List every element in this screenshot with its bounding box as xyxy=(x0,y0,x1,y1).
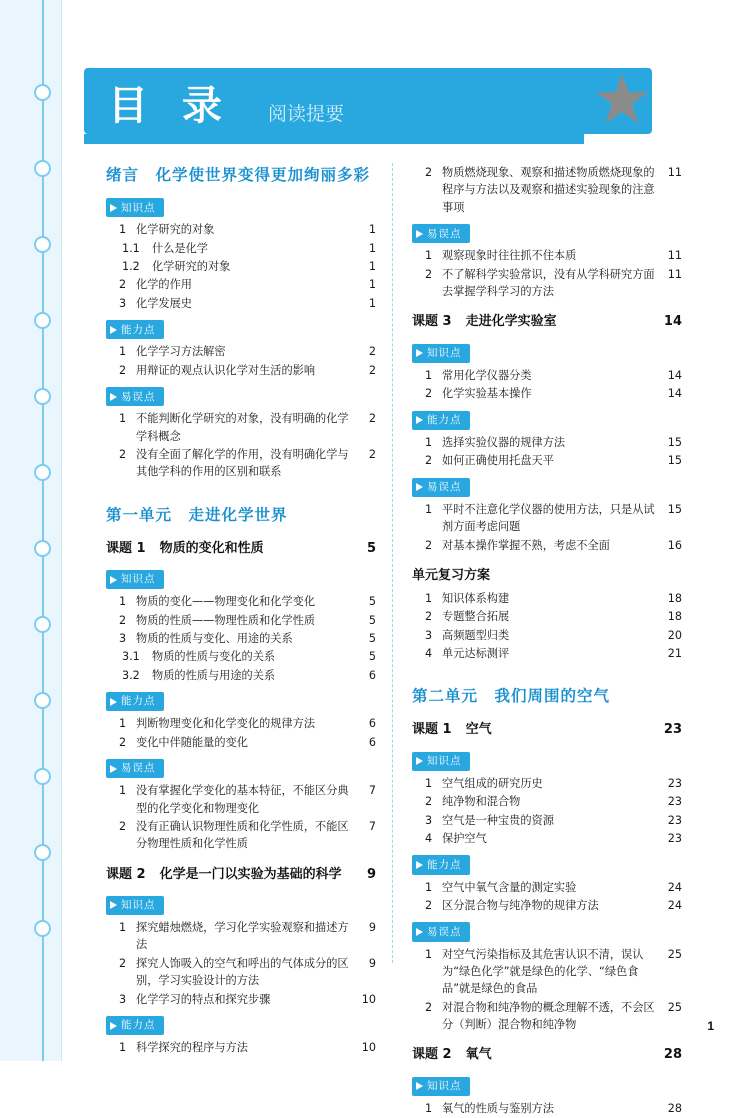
entry-number: 2 xyxy=(425,454,433,468)
entry-number: 1 xyxy=(119,717,127,731)
entry-title: 用辩证的观点认识化学对生活的影响 xyxy=(136,363,316,377)
entry-number: 3 xyxy=(425,813,433,827)
section-tag xyxy=(412,224,470,243)
lesson-label: 课题 3 xyxy=(412,314,452,330)
play-triangle-icon xyxy=(110,1022,117,1030)
entry-page: 5 xyxy=(368,613,376,627)
entry-title: 对空气污染指标及其危害认识不清，误认为“绿色化学”就是绿色的化学、“绿色食品”就是绿色的食品 xyxy=(442,947,644,996)
section-tag xyxy=(412,855,470,874)
review-plan-label: 单元复习方案 xyxy=(412,567,491,583)
toc-entry[interactable] xyxy=(106,955,376,990)
toc-entry[interactable] xyxy=(106,221,376,238)
left-decorative-rail xyxy=(0,0,62,1061)
section-tag xyxy=(412,1077,470,1096)
entry-page: 1 xyxy=(368,241,376,255)
entry-title: 探究蜡烛燃烧，学习化学实验观察和描述方法 xyxy=(136,921,349,952)
play-triangle-icon xyxy=(416,416,423,424)
entry-page: 28 xyxy=(667,1101,682,1115)
entry-page: 15 xyxy=(667,502,682,516)
toc-subentry[interactable] xyxy=(106,667,376,684)
toc-entry[interactable] xyxy=(106,919,376,954)
toc-entry[interactable] xyxy=(412,830,682,847)
entry-page: 15 xyxy=(667,435,682,449)
lesson-label: 课题 2 xyxy=(412,1047,452,1063)
toc-entry[interactable] xyxy=(106,446,376,481)
entry-number: 1 xyxy=(425,435,433,449)
entry-title: 知识体系构建 xyxy=(442,592,510,606)
entry-page: 1 xyxy=(368,260,376,273)
entry-title: 空气中氧气含量的测定实验 xyxy=(442,880,577,894)
entry-number: 3.1 xyxy=(122,650,140,664)
entry-number: 1 xyxy=(425,368,433,382)
lesson-page: 14 xyxy=(663,314,682,330)
toc-subentry[interactable] xyxy=(106,648,376,665)
section-tag xyxy=(412,922,470,941)
entry-number: 3 xyxy=(425,628,433,642)
entry-title: 保护空气 xyxy=(442,831,487,845)
entry-title: 化学研究的对象 xyxy=(136,223,215,237)
entry-title: 不了解科学实验常识，没有从学科研究方面去掌握学科学习的方法 xyxy=(442,267,655,299)
page-number: 1 xyxy=(707,1019,714,1033)
entry-page: 14 xyxy=(667,387,682,401)
entry-page: 11 xyxy=(667,249,682,263)
toc-entry[interactable] xyxy=(106,1039,376,1056)
lesson-name: 物质的变化和性质 xyxy=(159,540,264,556)
entry-number: 1 xyxy=(119,784,127,798)
rail-dot xyxy=(34,844,51,861)
entry-number: 1.2 xyxy=(122,260,140,273)
entry-page: 9 xyxy=(368,921,376,935)
play-triangle-icon xyxy=(110,393,117,401)
toc-subentry[interactable] xyxy=(106,240,376,257)
entry-page: 24 xyxy=(667,880,682,894)
toc-entry[interactable] xyxy=(412,434,682,451)
rail-dot xyxy=(34,312,51,329)
entry-page: 5 xyxy=(368,650,376,664)
entry-page: 23 xyxy=(667,831,682,845)
lesson-page: 5 xyxy=(366,540,376,556)
lesson-name: 空气 xyxy=(465,722,492,738)
rail-dot xyxy=(34,616,51,633)
entry-page: 5 xyxy=(368,595,376,609)
section-tag-label: 知识点 xyxy=(121,201,156,214)
entry-number: 1.1 xyxy=(122,241,140,255)
entry-page: 9 xyxy=(368,956,376,970)
lesson-heading[interactable] xyxy=(106,539,376,559)
section-tag-label: 能力点 xyxy=(121,323,156,336)
toc-entry[interactable] xyxy=(412,812,682,829)
entry-title: 判断物理变化和化学变化的规律方法 xyxy=(136,717,316,731)
entry-number: 1 xyxy=(119,1041,127,1055)
entry-title: 没有全面了解化学的作用，没有明确化学与其他学科的作用的区别和联系 xyxy=(136,448,349,479)
entry-number: 2 xyxy=(119,448,127,462)
toc-entry[interactable] xyxy=(106,276,376,293)
toc-entry[interactable] xyxy=(412,1100,682,1117)
entry-number: 2 xyxy=(119,735,127,749)
entry-page: 25 xyxy=(667,947,682,961)
toc-entry[interactable] xyxy=(106,362,376,379)
entry-page: 1 xyxy=(368,296,376,310)
rail-dot xyxy=(34,84,51,101)
entry-page: 16 xyxy=(667,538,682,552)
entry-page: 18 xyxy=(667,610,682,624)
section-tag xyxy=(412,752,470,771)
entry-page: 23 xyxy=(667,795,682,809)
entry-page: 2 xyxy=(368,412,376,426)
review-plan-heading[interactable] xyxy=(412,566,682,586)
entry-number: 2 xyxy=(119,819,127,833)
toc-entry[interactable] xyxy=(412,897,682,914)
lesson-heading[interactable] xyxy=(106,865,376,885)
play-triangle-icon xyxy=(110,204,117,212)
entry-number: 4 xyxy=(425,831,433,845)
entry-number: 2 xyxy=(425,795,433,809)
toc-entry[interactable] xyxy=(412,608,682,625)
entry-page: 21 xyxy=(667,647,682,661)
entry-page: 10 xyxy=(361,992,376,1006)
entry-title: 纯净物和混合物 xyxy=(442,795,521,809)
toc-entry[interactable] xyxy=(412,590,682,607)
lesson-page: 28 xyxy=(663,1047,682,1063)
toc-entry[interactable] xyxy=(412,367,682,384)
toc-entry[interactable] xyxy=(106,612,376,629)
toc-entry[interactable] xyxy=(106,818,376,853)
unit-heading: 绪言 化学使世界变得更加绚丽多彩 xyxy=(106,166,371,184)
toc-entry[interactable] xyxy=(412,501,682,536)
entry-number: 1 xyxy=(425,776,433,790)
entry-title: 物质的性质与变化、用途的关系 xyxy=(136,631,293,645)
entry-title: 化学学习方法解密 xyxy=(136,345,226,359)
page-title: 目 录 xyxy=(108,83,232,129)
toc-entry[interactable] xyxy=(106,630,376,647)
entry-page: 7 xyxy=(368,819,376,833)
entry-number: 2 xyxy=(119,613,127,627)
entry-page: 2 xyxy=(368,345,376,359)
entry-title: 对基本操作掌握不熟，考虑不全面 xyxy=(442,538,610,552)
toc-entry[interactable] xyxy=(412,627,682,644)
toc-entry[interactable] xyxy=(106,295,376,312)
rail-dot xyxy=(34,768,51,785)
rail-dot xyxy=(34,236,51,253)
toc-entry[interactable] xyxy=(106,715,376,732)
section-tag-label: 知识点 xyxy=(427,755,462,768)
section-tag-label: 能力点 xyxy=(427,414,462,427)
entry-title: 科学探究的程序与方法 xyxy=(136,1041,248,1055)
entry-number: 2 xyxy=(119,278,127,292)
entry-number: 2 xyxy=(425,538,433,552)
entry-page: 20 xyxy=(667,628,682,642)
lesson-name: 化学是一门以实验为基础的科学 xyxy=(159,866,342,882)
section-tag-label: 知识点 xyxy=(427,1080,462,1092)
toc-entry[interactable] xyxy=(106,593,376,610)
entry-page: 23 xyxy=(667,813,682,827)
toc-entry[interactable] xyxy=(106,343,376,360)
entry-title: 如何正确使用托盘天平 xyxy=(442,454,554,468)
section-tag xyxy=(106,387,164,406)
entry-page: 5 xyxy=(368,631,376,645)
play-triangle-icon xyxy=(416,230,423,238)
section-tag-label: 知识点 xyxy=(427,347,462,360)
rail-dot xyxy=(34,692,51,709)
entry-number: 2 xyxy=(425,267,433,281)
entry-number: 2 xyxy=(119,956,127,970)
section-tag xyxy=(412,478,470,497)
entry-number: 1 xyxy=(119,223,127,237)
entry-title: 物质的性质与用途的关系 xyxy=(152,668,276,682)
section-tag-label: 易误点 xyxy=(121,390,156,403)
entry-page: 7 xyxy=(368,784,376,798)
entry-title: 物质的变化——物理变化和化学变化 xyxy=(136,595,316,609)
entry-number: 2 xyxy=(425,610,433,624)
toc-entry[interactable] xyxy=(412,537,682,554)
entry-number: 2 xyxy=(119,363,127,377)
entry-title: 氧气的性质与鉴别方法 xyxy=(442,1101,554,1115)
lesson-page: 23 xyxy=(663,722,682,738)
section-tag xyxy=(106,198,164,217)
entry-page: 6 xyxy=(368,668,376,682)
entry-title: 区分混合物与纯净物的规律方法 xyxy=(442,898,599,912)
entry-page: 24 xyxy=(667,898,682,912)
entry-page: 11 xyxy=(667,267,682,281)
entry-number: 1 xyxy=(119,412,127,426)
toc-entry[interactable] xyxy=(412,879,682,896)
entry-page: 2 xyxy=(368,448,376,462)
entry-page: 18 xyxy=(667,592,682,606)
entry-number: 1 xyxy=(425,592,433,606)
toc-entry[interactable] xyxy=(412,164,682,216)
entry-page: 1 xyxy=(368,223,376,237)
entry-title: 化学研究的对象 xyxy=(152,260,231,273)
entry-title: 化学的作用 xyxy=(136,278,192,292)
entry-title: 化学学习的特点和探究步骤 xyxy=(136,992,271,1006)
entry-title: 化学实验基本操作 xyxy=(442,387,532,401)
entry-title: 没有正确认识物理性质和化学性质，不能区分物理性质和化学性质 xyxy=(136,819,349,851)
section-tag xyxy=(106,320,164,339)
entry-title: 单元达标测评 xyxy=(442,647,510,661)
entry-title: 什么是化学 xyxy=(152,241,208,255)
lesson-heading[interactable] xyxy=(412,312,682,332)
rail-dot xyxy=(34,160,51,177)
play-triangle-icon xyxy=(110,576,117,584)
lesson-label: 课题 2 xyxy=(106,866,146,882)
toc-entry[interactable] xyxy=(412,645,682,662)
entry-number: 3 xyxy=(119,296,127,310)
lesson-label: 课题 1 xyxy=(106,540,146,556)
lesson-name: 走进化学实验室 xyxy=(465,314,557,330)
entry-title: 不能判断化学研究的对象，没有明确的化学学科概念 xyxy=(136,412,349,443)
entry-number: 2 xyxy=(425,166,433,179)
entry-page: 6 xyxy=(368,717,376,731)
toc-entry[interactable] xyxy=(412,946,682,998)
entry-title: 物质燃烧现象、观察和描述物质燃烧现象的程序与方法以及观察和描述实验现象的注意事项 xyxy=(442,166,655,214)
play-triangle-icon xyxy=(416,757,423,765)
toc-entry[interactable] xyxy=(106,782,376,817)
entry-title: 常用化学仪器分类 xyxy=(442,368,532,382)
toc-entry[interactable] xyxy=(106,734,376,751)
toc-entry[interactable] xyxy=(412,385,682,402)
play-triangle-icon xyxy=(110,765,117,773)
section-tag-label: 能力点 xyxy=(121,695,156,708)
entry-page: 6 xyxy=(368,735,376,749)
column-divider xyxy=(392,163,393,963)
section-tag-label: 易误点 xyxy=(427,481,462,494)
section-tag-label: 能力点 xyxy=(427,858,462,871)
entry-page: 11 xyxy=(667,166,682,179)
play-triangle-icon xyxy=(416,928,423,936)
section-tag xyxy=(106,759,164,778)
toc-entry[interactable] xyxy=(412,247,682,264)
toc-column-right xyxy=(412,163,682,1118)
entry-number: 1 xyxy=(119,595,127,609)
entry-number: 1 xyxy=(425,947,433,961)
entry-number: 1 xyxy=(119,345,127,359)
section-tag xyxy=(412,344,470,363)
toc-entry[interactable] xyxy=(412,266,682,301)
toc-entry[interactable] xyxy=(106,991,376,1008)
lesson-heading[interactable] xyxy=(412,1045,682,1065)
entry-title: 空气是一种宝贵的资源 xyxy=(442,813,554,827)
rail-dot xyxy=(34,540,51,557)
toc-entry[interactable] xyxy=(412,452,682,469)
page-subtitle: 阅读提要 xyxy=(268,103,345,125)
entry-title: 高频题型归类 xyxy=(442,628,510,642)
section-tag xyxy=(412,411,470,430)
toc-entry[interactable] xyxy=(106,410,376,445)
toc-entry[interactable] xyxy=(412,999,682,1034)
toc-subentry[interactable] xyxy=(106,258,376,275)
rail-dot xyxy=(34,464,51,481)
entry-title: 专题整合拓展 xyxy=(442,610,510,624)
rail-dot xyxy=(34,388,51,405)
entry-page: 23 xyxy=(667,776,682,790)
entry-page: 2 xyxy=(368,363,376,377)
entry-number: 2 xyxy=(425,387,433,401)
section-tag xyxy=(106,692,164,711)
entry-title: 对混合物和纯净物的概念理解不透，不会区分（判断）混合物和纯净物 xyxy=(442,1000,655,1031)
play-triangle-icon xyxy=(416,349,423,357)
entry-number: 1 xyxy=(425,249,433,263)
entry-number: 1 xyxy=(425,502,433,516)
entry-title: 选择实验仪器的规律方法 xyxy=(442,435,566,449)
entry-title: 平时不注意化学仪器的使用方法，只是从试剂方面考虑问题 xyxy=(442,502,655,534)
section-tag xyxy=(106,1016,164,1035)
play-triangle-icon xyxy=(416,483,423,491)
entry-title: 观察现象时往往抓不住本质 xyxy=(442,249,577,263)
toc-banner-ribbon xyxy=(84,134,584,144)
entry-title: 变化中伴随能量的变化 xyxy=(136,735,248,749)
entry-title: 没有掌握化学变化的基本特征，不能区分典型的化学变化和物理变化 xyxy=(136,784,349,815)
play-triangle-icon xyxy=(110,698,117,706)
section-tag-label: 知识点 xyxy=(121,899,156,912)
entry-title: 物质的性质与变化的关系 xyxy=(152,650,276,664)
entry-title: 物质的性质——物理性质和化学性质 xyxy=(136,613,316,627)
play-triangle-icon xyxy=(110,901,117,909)
entry-number: 1 xyxy=(425,1101,433,1115)
entry-title: 化学发展史 xyxy=(136,296,192,310)
toc-entry[interactable] xyxy=(412,793,682,810)
unit-heading: 第一单元 走进化学世界 xyxy=(106,505,288,524)
entry-number: 3 xyxy=(119,631,127,645)
section-tag xyxy=(106,570,164,589)
lesson-name: 氧气 xyxy=(465,1047,492,1063)
play-triangle-icon xyxy=(416,1082,423,1090)
section-tag-label: 知识点 xyxy=(121,573,156,586)
play-triangle-icon xyxy=(416,861,423,869)
entry-number: 1 xyxy=(425,880,433,894)
entry-page: 14 xyxy=(667,368,682,382)
entry-page: 15 xyxy=(667,454,682,468)
toc-column-left xyxy=(106,163,376,1058)
section-tag-label: 易误点 xyxy=(427,227,462,240)
entry-page: 10 xyxy=(361,1041,376,1055)
section-tag-label: 易误点 xyxy=(427,925,462,938)
play-triangle-icon xyxy=(110,326,117,334)
entry-number: 2 xyxy=(425,898,433,912)
entry-title: 空气组成的研究历史 xyxy=(442,776,543,790)
star-icon xyxy=(594,72,650,128)
entry-page: 1 xyxy=(368,278,376,292)
toc-entry[interactable] xyxy=(412,775,682,792)
section-tag xyxy=(106,896,164,915)
lesson-heading[interactable] xyxy=(412,720,682,740)
rail-dot xyxy=(34,920,51,937)
section-tag-label: 能力点 xyxy=(121,1019,156,1032)
entry-page: 25 xyxy=(667,1000,682,1014)
lesson-label: 课题 1 xyxy=(412,722,452,738)
entry-number: 2 xyxy=(425,1000,433,1014)
entry-number: 3.2 xyxy=(122,668,140,682)
section-tag-label: 易误点 xyxy=(121,762,156,775)
entry-title: 探究人饰吸入的空气和呼出的气体成分的区别，学习实验设计的方法 xyxy=(136,956,349,988)
entry-number: 1 xyxy=(119,921,127,935)
entry-number: 4 xyxy=(425,647,433,661)
lesson-page: 9 xyxy=(366,866,376,882)
entry-number: 3 xyxy=(119,992,127,1006)
unit-heading: 第二单元 我们周围的空气 xyxy=(412,687,611,706)
